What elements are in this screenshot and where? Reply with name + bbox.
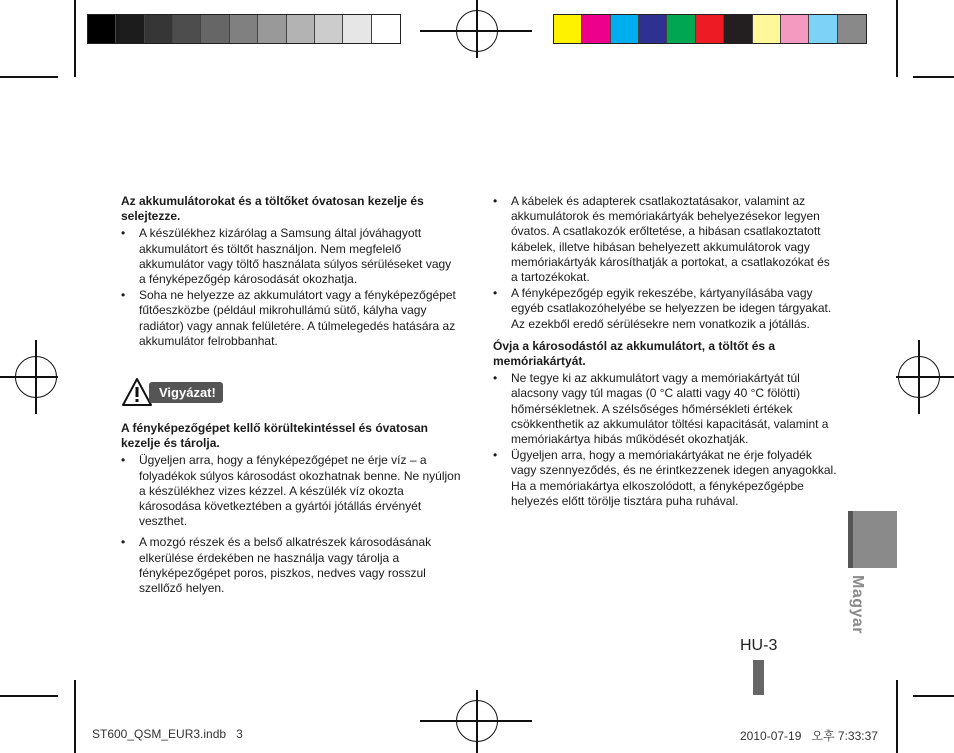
section-heading: Óvja a károsodástól az akkumulátort, a töltőt és a memóriakártyát.: [493, 338, 776, 369]
crop-mark: [74, 680, 76, 753]
footer-filename: ST600_QSM_EUR3.indb 3: [92, 727, 243, 741]
list-item: • A készülékhez kizárólag a Samsung által jóváhagyott akkumulátort és töltőt használjon. Nem megfelelő akkumulátor vagy töltő használata súlyos sérüléseket vagy a fényképezőgép károsodását okozhatja.: [121, 226, 452, 287]
list-item: • A mozgó részek és a belső alkatrészek károsodásának elkerülése érdekében ne használja vagy tárolja a fényképezőgépet poros, piszkos, nedves vagy rosszul szellőző helyen.: [121, 535, 432, 596]
color-swatch: [639, 15, 667, 43]
list-item: • Ne tegye ki az akkumulátort vagy a memóriakártyát túl alacsony vagy túl magas (0 °C alatti vagy 40 °C fölötti) hőmérsékletnek. A szélsőséges hőmérsékleti értékek csökkenthetik az akkumulátor töltési kapacitását, valamint a memóriakártya hibás működését okozhatják.: [493, 371, 829, 447]
crop-mark: [0, 76, 58, 78]
caution-label: Vigyázat!: [149, 382, 223, 403]
footer-timestamp: 2010-07-19 오후 7:33:37: [740, 729, 878, 743]
color-swatch: [753, 15, 781, 43]
section-heading: A fényképezőgépet kellő körültekintéssel és óvatosan kezelje és tárolja.: [121, 421, 428, 451]
bullet-list: [121, 226, 461, 349]
list-item: • Ügyeljen arra, hogy a memóriakártyákat ne érje folyadék vagy szennyeződés, és ne érintkezzenek idegen anyagokkal. Ha a memóriakártya elkoszolódott, a fényképezőgépbe helyezés előtt törölje tisztára puha ruhával.: [493, 448, 837, 508]
crop-mark: [913, 695, 954, 697]
color-swatch: [201, 15, 229, 43]
color-swatch: [287, 15, 315, 43]
right-column: [493, 194, 838, 510]
grayscale-color-bar: [87, 14, 401, 44]
bullet-list: [121, 453, 461, 596]
page-number: HU-3: [740, 637, 778, 654]
language-tab: [848, 511, 897, 568]
color-swatch: [343, 15, 371, 43]
color-swatch: [145, 15, 173, 43]
color-swatch: [258, 15, 286, 43]
color-swatch: [667, 15, 695, 43]
color-swatch: [116, 15, 144, 43]
crop-mark: [74, 0, 76, 77]
color-swatch: [809, 15, 837, 43]
color-swatch: [781, 15, 809, 43]
bullet-list: [493, 194, 838, 332]
color-swatch: [554, 15, 582, 43]
cmyk-color-bar: [553, 14, 867, 44]
crop-mark: [896, 0, 898, 77]
caution-callout: [121, 377, 461, 407]
color-swatch: [315, 15, 343, 43]
color-swatch: [611, 15, 639, 43]
color-swatch: [88, 15, 116, 43]
color-swatch: [372, 15, 400, 43]
language-label: Magyar: [849, 575, 866, 635]
list-item: • A fényképezőgép egyik rekeszébe, kártyanyílásába vagy egyéb csatlakozóhelyébe se helyezzen be idegen tárgyakat. Az ezekből eredő sérülésekre nem vonatkozik a jótállás.: [493, 286, 832, 331]
crop-mark: [0, 695, 58, 697]
color-swatch: [173, 15, 201, 43]
crop-mark: [913, 76, 954, 78]
color-swatch: [724, 15, 752, 43]
list-item: • Ügyeljen arra, hogy a fényképezőgépet ne érje víz – a folyadékok súlyos károsodást okozhatnak benne. Ne nyúljon a készülékhez vizes kézzel. A készülék víz okozta károsodása következtében a gyártói jótállás érvényét veszthet.: [121, 453, 461, 529]
color-swatch: [582, 15, 610, 43]
crop-mark: [896, 680, 898, 753]
color-swatch: [696, 15, 724, 43]
list-item: • Soha ne helyezze az akkumulátort vagy a fényképezőgépet fűtőeszközbe (például mikrohullámú sütő, kályha vagy radiátor) vagy annak felületére. A túlmelegedés hatására az akkumulátor felrobbanhat.: [121, 288, 456, 348]
page-marker-bar: [753, 660, 764, 695]
color-swatch: [230, 15, 258, 43]
section-heading: Az akkumulátorokat és a töltőket óvatosan kezelje és selejtezze.: [121, 194, 424, 224]
list-item: • A kábelek és adapterek csatlakoztatásakor, valamint az akkumulátorok és memóriakártyák behelyezésekor legyen óvatos. A csatlakozók erőltetése, a hibásan csatlakoztatott kábelek, illetve hibásan behelyezett akkumulátorok vagy memóriakártyák károsíthatják a portokat, a csatlakozókat és a tartozékokat.: [493, 194, 830, 285]
left-column: [121, 194, 461, 597]
color-swatch: [838, 15, 866, 43]
bullet-list: [493, 371, 838, 509]
